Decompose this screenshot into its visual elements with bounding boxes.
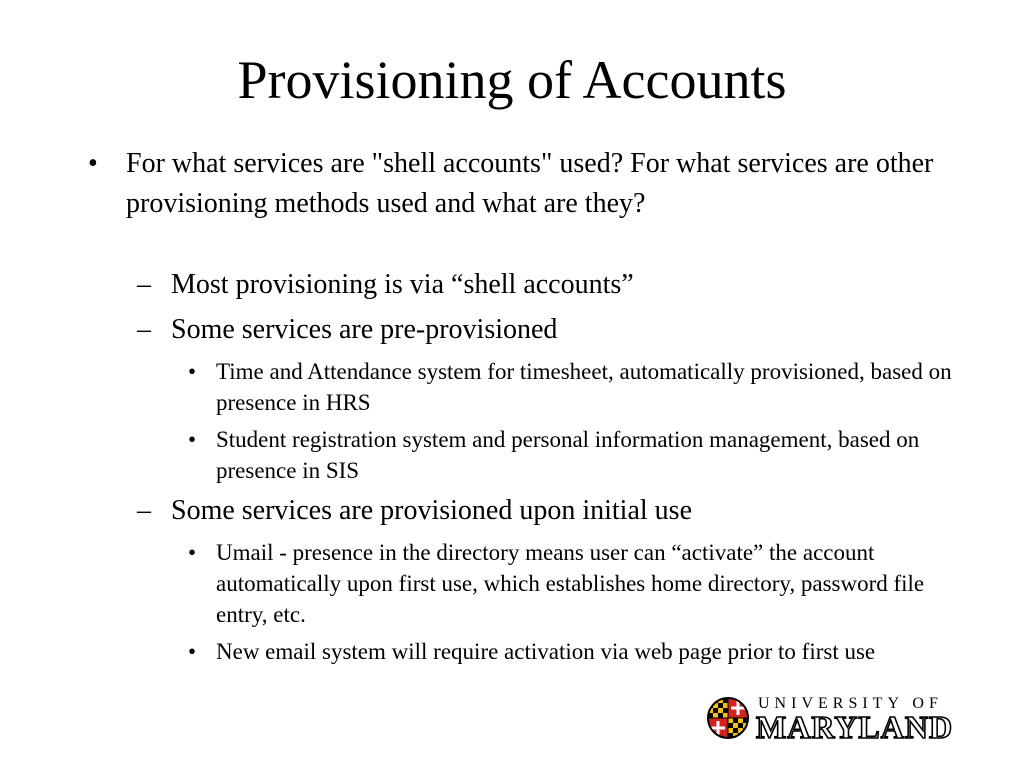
detail-student-registration — [188, 424, 956, 486]
university-logo — [706, 692, 954, 746]
question-bullet — [88, 144, 946, 224]
detail-text: Umail - presence in the directory means user can “activate” the account automatically upon first use, which establishes home directory, password file entry, etc. — [216, 540, 925, 627]
sub-point-preprovisioned — [137, 312, 558, 348]
bullet-marker: • — [188, 639, 197, 664]
bullet-marker: • — [188, 427, 197, 452]
logo-university-of: UNIVERSITY OF — [758, 695, 943, 712]
detail-umail — [188, 537, 956, 630]
bullet-marker: • — [188, 359, 197, 384]
dash-marker: – — [137, 314, 151, 345]
detail-text: Student registration system and personal information management, based on presence in SIS — [216, 427, 920, 483]
maryland-flag-seal-icon — [706, 696, 750, 740]
sub-point-text: Some services are provisioned upon initial use — [171, 495, 692, 526]
detail-time-attendance — [188, 356, 956, 418]
detail-text: New email system will require activation via web page prior to first use — [216, 639, 876, 664]
sub-point-shell — [137, 267, 634, 303]
detail-text: Time and Attendance system for timesheet, automatically provisioned, based on presence in HRS — [216, 359, 952, 415]
sub-point-text: Some services are pre-provisioned — [171, 314, 558, 345]
detail-new-email — [188, 636, 956, 667]
sub-point-text: Most provisioning is via “shell accounts” — [171, 269, 634, 300]
logo-maryland: MARYLAND — [756, 709, 954, 745]
bullet-marker: • — [188, 540, 197, 565]
question-text: For what services are "shell accounts" used? For what services are other provisioning methods used and what are they? — [126, 148, 934, 219]
sub-point-initial-use — [137, 493, 692, 529]
slide-title: Provisioning of Accounts — [237, 50, 787, 110]
bullet-marker: • — [88, 148, 98, 179]
dash-marker: – — [137, 495, 151, 526]
dash-marker: – — [137, 269, 151, 300]
